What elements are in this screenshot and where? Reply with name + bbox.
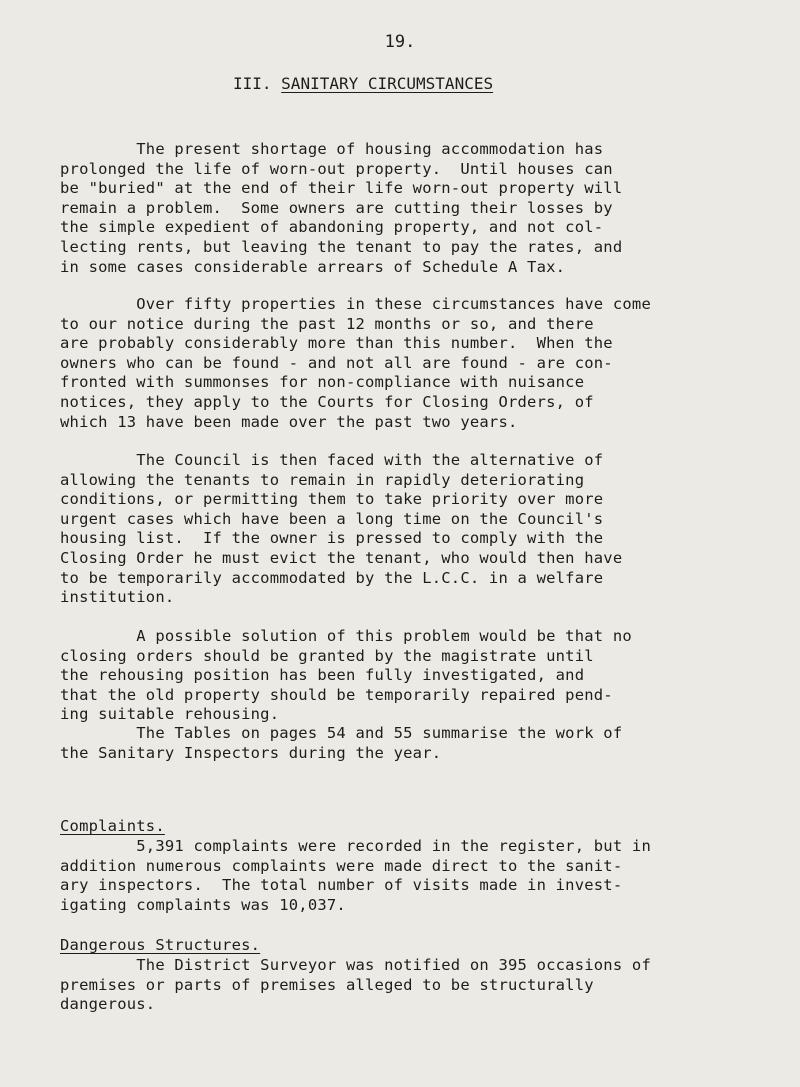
paragraph-properties-notice: Over fifty properties in these circumstances have come to our notice during the past 12 months or so, and there are probably considerably more than this number. When the owners who can be found - and not all are found - are con- fronted with summonses for non-compliance with nuisance notices, they apply to the Courts for Closing Orders, of which 13 have been made over the past two years. xyxy=(60,295,651,431)
page-number: 19. xyxy=(384,32,416,52)
section-title: SANITARY CIRCUMSTANCES xyxy=(281,74,494,93)
paragraph-council-alternative: The Council is then faced with the alternative of allowing the tenants to remain in rapidly deteriorating conditions, or permitting them to take priority over more urgent cases which have been a long time on the Council's housing list. If the owner is pressed to comply with the Closing Order he must evict the tenant, who would then have to be temporarily accommodated by the L.C.C. in a welfare institution. xyxy=(60,451,623,607)
complaints-heading: Complaints. xyxy=(60,817,165,835)
paragraph-tables-summary: The Tables on pages 54 and 55 summarise the work of the Sanitary Inspectors during the year. xyxy=(60,724,623,762)
section-numeral: III. xyxy=(233,74,272,93)
section-heading xyxy=(233,74,493,93)
dangerous-structures-heading: Dangerous Structures. xyxy=(60,936,261,954)
paragraph-complaints: 5,391 complaints were recorded in the register, but in addition numerous complaints were made direct to the sanit- ary inspectors. The total number of visits made in invest- igating complaints was 10,037. xyxy=(60,837,651,914)
paragraph-dangerous-structures: The District Surveyor was notified on 395 occasions of premises or parts of premises alleged to be structurally dangerous. xyxy=(60,956,651,1014)
paragraph-possible-solution: A possible solution of this problem would be that no closing orders should be granted by the magistrate until the rehousing position has been fully investigated, and that the old property should be temporarily repaired pend- ing suitable rehousing. xyxy=(60,627,632,724)
paragraph-housing-shortage: The present shortage of housing accommodation has prolonged the life of worn-out property. Until houses can be "buried" at the end of their life worn-out property will remain a problem. Some owners are cutting their losses by the simple expedient of abandoning property, and not col- lecting rents, but leaving the tenant to pay the rates, and in some cases considerable arrears of Schedule A Tax. xyxy=(60,140,623,276)
